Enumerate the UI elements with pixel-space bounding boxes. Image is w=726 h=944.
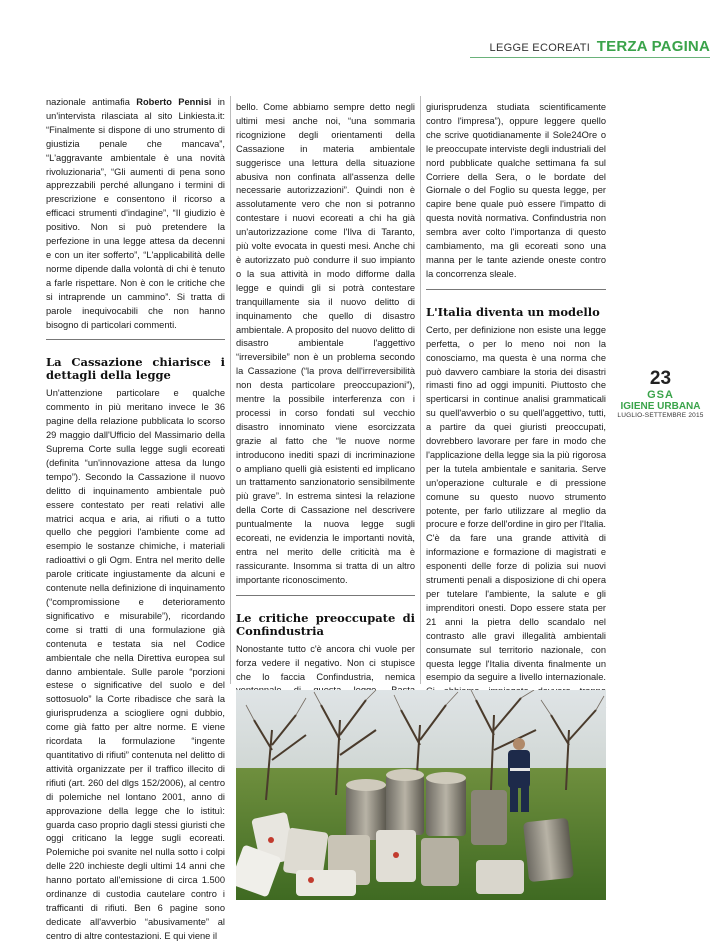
photo-illustration: [236, 690, 606, 900]
barrels-photo: [236, 690, 606, 900]
col1-paragraph-1: [46, 96, 225, 332]
header-rule: [470, 57, 710, 58]
column-2: [236, 101, 415, 782]
col1-paragraph-2: Un'attenzione particolare e qualche commento in più meritano invece le 36 pagine della relazione pubblicata lo scorso 29 maggio dall'Ufficio del Massimario della Suprema Corte sulla legge sugli ecoreati (definita “un'innovazione attesa da lungo tempo”). Secondo la Cassazione il nuovo delitto di inquinamento ambientale può essere contestato per reati relativi alle matrici acqua e aria, ai rifiuti o a tutto quello che peggiori l'ambiente come ad esempio le sostanze chimiche, i materiali radioattivi o gli Ogm. Entra nel merito delle parole criticate ingiustamente da alcuni e contenute nella definizione di inquinamento (“compromissione e deterioramento significativo e misurabile”), ricordando come si tratti di una formulazione già contenuta e testata sia nel Codice ambientale che nella Direttiva europea sul danno ambientale. Sulle parole “porzioni estese o significative del suolo e del sottosuolo” la Corte ribadisce che sarà la giurisprudenza a sciogliere ogni dubbio, come già fatto per altre norme. E viene ricordata la formulazione “ingente quantitativo di rifiuti” contenuta nel delitto di attività organizzate per il traffico illecito di rifiuti (art. 260 del dlgs 152/2006), al centro di polemiche nel lontano 2001, anno di approvazione della legge che lo istituì: guarda caso proprio dagli stessi giuristi che oggi criticano la legge sugli ecoreati. Polemiche poi svanite nel nulla sotto i colpi delle 220 inchieste degli ultimi 14 anni che hanno portato all'emissione di circa 1.500 ordinanze di custodia cautelare contro i trafficanti di rifiuti. Ben 6 pagine sono dedicate all'avverbio “abusivamente” al centro di altre contestazioni. E qui viene il: [46, 388, 225, 941]
subheading-cassazione: La Cassazione chiarisce i dettagli della legge: [46, 355, 225, 383]
col1-text: in un'intervista rilasciata al sito Linkiesta.it: “Finalmente si dispone di uno strumento di giustizia penale che mancava”, “L'aggravante ambientale è una novità rivoluzionaria”, “Gli aumenti di pena sono apprezzabili perché allungano i termini di prescrizione e consentono il ricorso a efficaci strumenti d'indagine”, “Il giudizio è positivo. Non si può pretendere la perfezione in una legge attesa da decenni e con un iter sofferto”, “L'applicabilità delle norme dipende dalla volontà di chi è tenuto a farle rispettare. Non è con le critiche che si intraprende un cammino”. Si tratta di parole inequivocabili che non hanno bisogno di particolari commenti.: [46, 97, 225, 330]
header-page-label: TERZA PAGINA: [596, 38, 710, 55]
subheading-modello: L'Italia diventa un modello: [426, 304, 600, 319]
magazine-logo: GSA: [647, 389, 674, 401]
column-divider: [420, 96, 421, 684]
section-rule: [426, 289, 606, 290]
col2-paragraph-1: bello. Come abbiamo sempre detto negli ultimi mesi anche noi, “una sommaria ricognizione degli orientamenti della Cassazione in materia ambientale suggerisce una lettura della situazione abusiva non confinata all'assenza delle necessarie autorizzazioni”. Quindi non è assolutamente vero che non si potranno contestare i nuovi ecoreati a chi ha già un'autorizzazione come l'Ilva di Taranto, più volte evocata in questi mesi. Anche chi è autorizzato può condurre il suo impianto o la sua attività in modo difforme dalla legge e quindi gli si potrà contestare tranquillamente sia il nuovo delitto di inquinamento che quello di disastro ambientale. A proposito del nuovo delitto di disastro ambientale l'aggettivo “irreversibile” non è un problema secondo la Cassazione (“la prova dell'irreversibilità non desta particolare preoccupazioni”), mentre la possibile interferenza con i processi in corso fondati sul vecchio disastro innominato viene esorcizzata grazie al fatto che “le nuove norme introducono inediti spazi di incriminazione o ampliano quelli già esistenti ed implicano un trattamento sanzionatorio sensibilmente più grave”. In estrema sintesi la relazione della Corte di Cassazione nel descrivere puntualmente la nuova legge sugli ecoreati, ne evidenzia le importanti novità, entra nel merito delle criticità ma è rassicurante. Insomma si tratta di un altro importante riconoscimento.: [236, 102, 415, 585]
running-header: [490, 38, 710, 55]
magazine-name: IGIENE URBANA: [620, 401, 701, 412]
column-1: [46, 96, 225, 944]
page-number: 23: [649, 368, 672, 389]
col1-text: nazionale antimafia: [46, 97, 137, 107]
section-rule: [236, 595, 415, 596]
issue-date: LUGLIO-SETTEMBRE 2015: [617, 412, 704, 419]
col2-paragraph-2: Nonostante tutto c'è ancora chi vuole per forza vedere il negativo. Non ci stupisce che lo faccia Confindustria, nemica: [236, 643, 415, 682]
column-3: [426, 101, 606, 765]
col3-paragraph-2: Certo, per definizione non esiste una legge perfetta, o per lo meno noi non la conosciamo, ma questa è una norma che può davvero cambiare la storia dei disastri rimasti fino ad oggi impuniti. Piuttosto che sperticarsi in continue analisi grammaticali su quell'avverbio o su quell'aggettivo, tutti, a partire da quei giuristi preoccupati, dovrebbero lavorare per fare in modo che l'applicazione della legge sia la più rigorosa per la tutela ambientale e sanitaria. Serve un'operazione culturale e di pressione comune su questo nuovo strumento potente, per farlo utilizzare al meglio da procure e forze dell'ordine in giro per l'Italia. C'è da fare una grande attività di informazione e formazione di magistrati e esponenti delle forze di polizia sui nuovi strumenti penali a disposizione di chi opera per tutelare l'ambiente, la salute e gli imprenditori onesti. Dopo essere stata per 21 anni la pietra dello scandalo nel contrasto alle gravi illegalità ambientali consumate sul territorio nazionale, con questa legge l'Italia diventa finalmente un esempio da seguire a livello internazionale.: [426, 324, 606, 683]
subheading-confindustria: Le critiche preoccupate di Confindustria: [236, 610, 415, 638]
page-marker: [609, 368, 712, 419]
author-name: Roberto Pennisi: [136, 97, 212, 107]
col3-paragraph-1: giurisprudenza studiata scientificamente contro l'impresa”), oppure leggere quello che scrive quotidianamente il Sole24Ore o le preoccupate interviste degli industriali del nord pubblicate qualche settimana fa sul Corriere della Sera, o le bordate del Giornale o del Foglio su questa legge, per capire bene quale può essere l'impatto di questa novità normativa. Confindustria non sembra aver colto l'importanza di questo cambiamento, ma gli ecoreati sono una manna per le tante aziende oneste contro la concorrenza sleale.: [426, 102, 606, 279]
header-section: LEGGE ECOREATI: [489, 42, 591, 54]
column-divider: [230, 96, 231, 684]
section-rule: [46, 339, 225, 340]
